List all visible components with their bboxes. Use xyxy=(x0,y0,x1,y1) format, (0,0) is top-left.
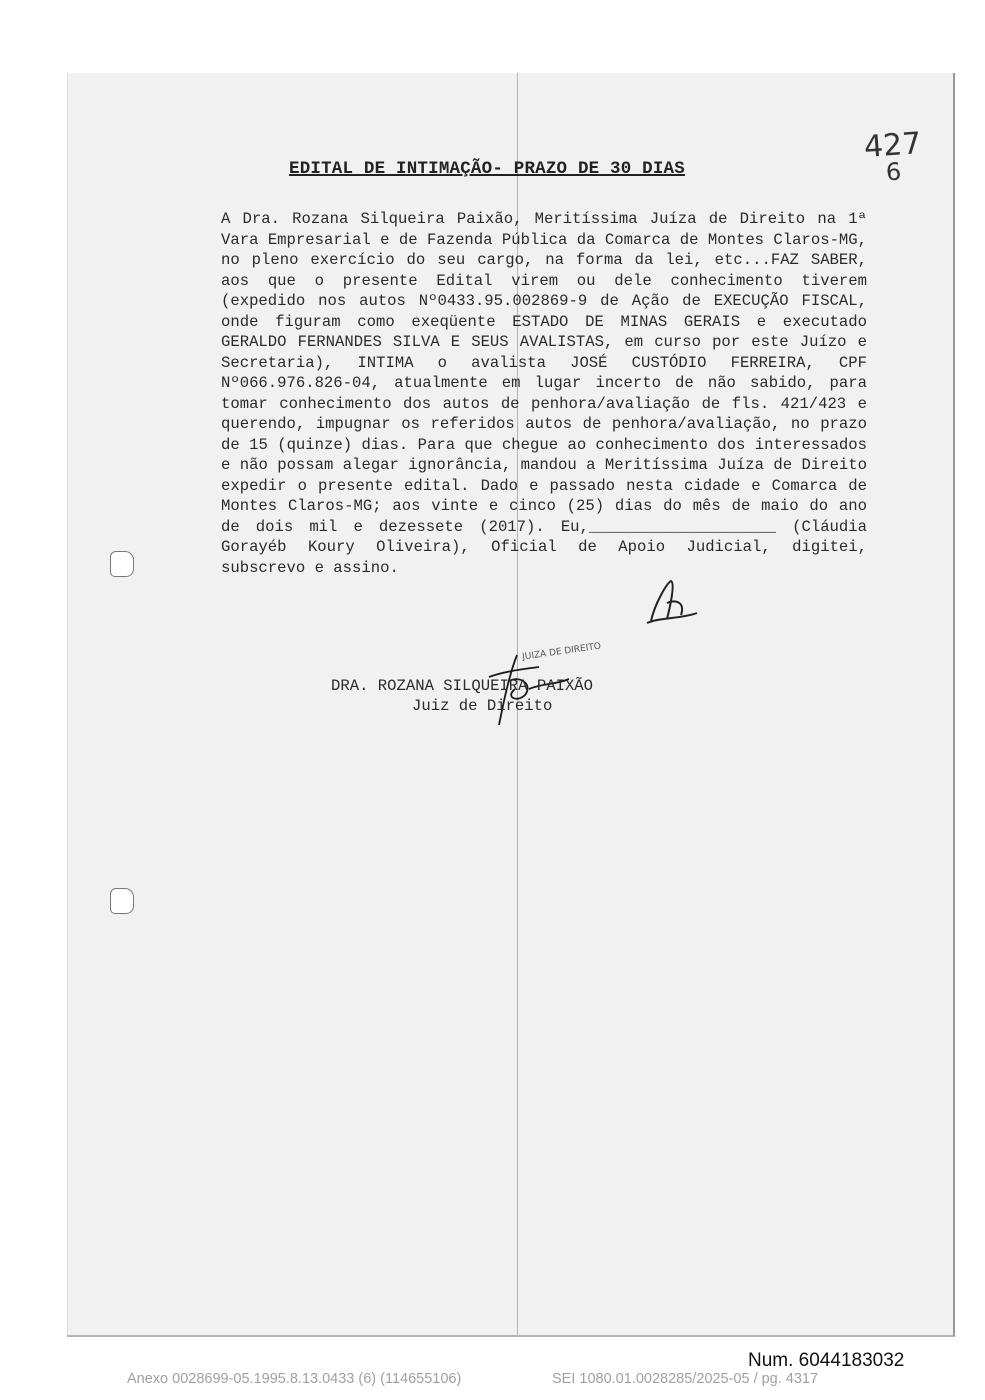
page-number-sub: 6 xyxy=(884,157,903,187)
punch-hole-upper xyxy=(110,551,134,577)
punch-hole-lower xyxy=(110,888,134,914)
signatory-role: Juiz de Direito xyxy=(412,697,553,715)
signatory-name: DRA. ROZANA SILQUEIRA PAIXÃO xyxy=(331,677,594,695)
page-number: 427 xyxy=(862,126,923,165)
footer-sei: SEI 1080.01.0028285/2025-05 / pg. 4317 xyxy=(552,1371,819,1387)
document-title: EDITAL DE INTIMAÇÃO- PRAZO DE 30 DIAS xyxy=(289,159,685,179)
handwritten-initials xyxy=(641,573,701,633)
document-number: Num. 6044183032 xyxy=(748,1350,905,1371)
document-body: A Dra. Rozana Silqueira Paixão, Meritíssima Juíza de Direito na 1ª Vara Empresarial e de Fazenda Pública da Comarca de Montes Claros-MG, no pleno exercício do seu cargo, na forma da lei, etc...FAZ SABER, aos que o presente Edital virem ou dele conhecimento tiverem (expedido nos autos Nº0433.95.002869-9 de Ação de EXECUÇÃO FISCAL, onde figuram como exeqüente ESTADO DE MINAS GERAIS e executado GERALDO FERNANDES SILVA E SEUS AVALISTAS, em curso por este Juízo e Secretaria), INTIMA o avalista JOSÉ CUSTÓDIO FERREIRA, CPF Nº066.976.826-04, atualmente em lugar incerto de não sabido, para tomar conhecimento dos autos de penhora/avaliação de fls. 421/423 e querendo, impugnar os referidos autos de penhora/avaliação, no prazo de 15 (quinze) dias. Para que chegue ao conhecimento dos interessados e não possam alegar ignorância, mandou a Meritíssima Juíza de Direito expedir o presente edital. Dado e passado nesta cidade e Comarca de Montes Claros-MG; aos vinte e cinco (25) dias do mês de maio do ano de dois mil e dezessete (2017). Eu,____________________ (Cláudia Gorayéb Koury Oliveira), Oficial de Apoio Judicial, digitei, subscrevo e assino. xyxy=(221,210,867,577)
footer-anexo: Anexo 0028699-05.1995.8.13.0433 (6) (114655106) xyxy=(127,1371,462,1387)
scanned-page xyxy=(67,73,955,1337)
handwritten-page-number xyxy=(862,126,924,187)
judge-stamp: JUIZA DE DIREITO xyxy=(521,641,602,663)
